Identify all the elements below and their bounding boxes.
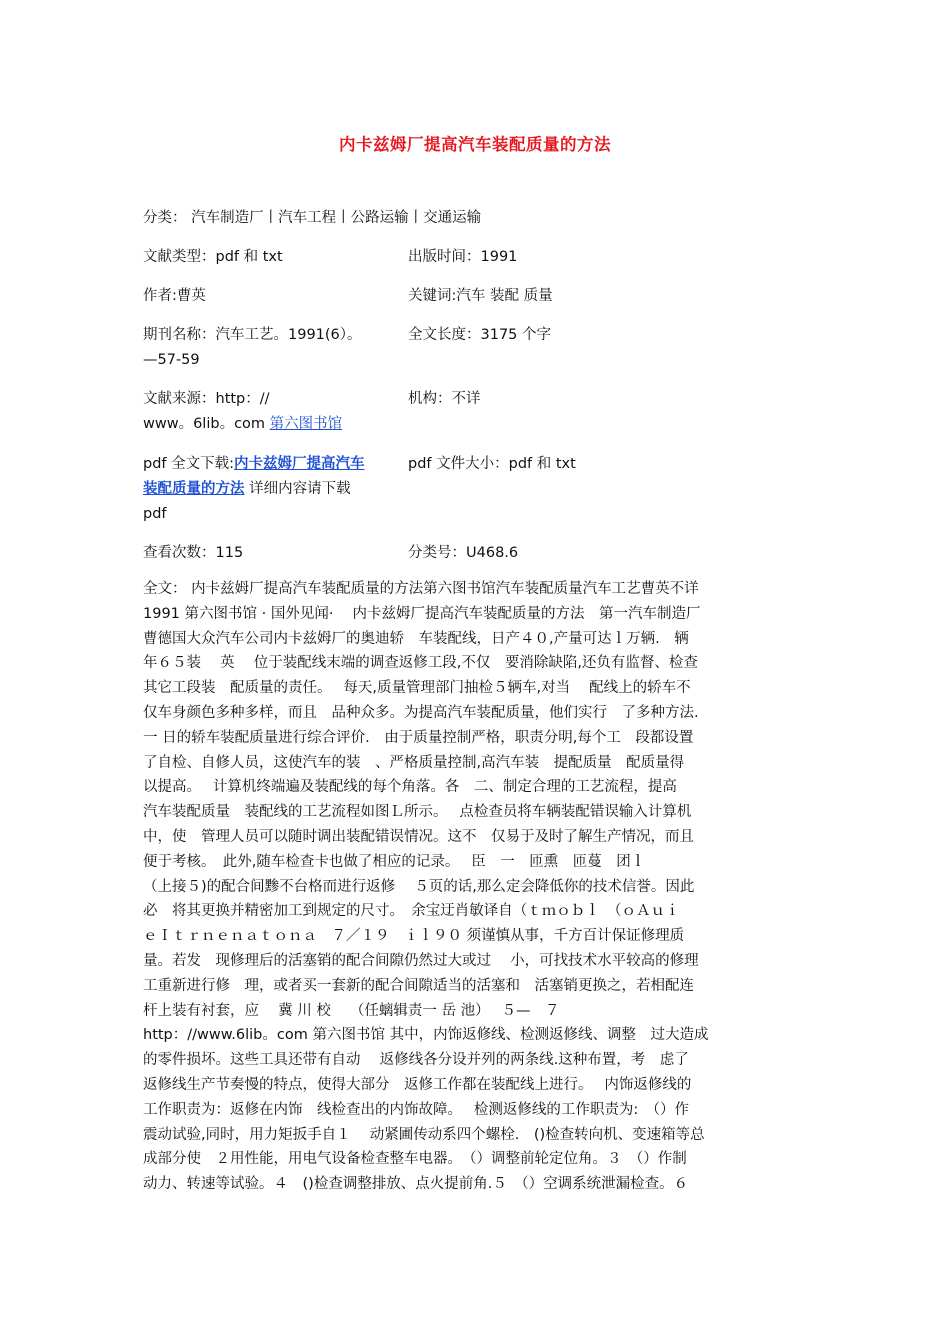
journal-line-2: —57-59	[143, 352, 200, 368]
fulltext-line: 仅车身颜色多种多样，而且 品种众多。为提高汽车装配质量，他们实行 了多种方法.	[143, 704, 699, 721]
fulltext-body	[143, 577, 783, 1197]
fulltext-line: 便于考核。 此外,随车检查卡也做了相应的记录。 臣 一 匝熏 匝蔓 团ｌ	[143, 853, 646, 870]
fulltext-line: 的零件损坏。这些工具还带有自动 返修线各分设并列的两条线.这种布置，考 虑了	[143, 1052, 689, 1069]
fulltext-line: 1991 第六图书馆 · 国外见闻· 内卡兹姆厂提高汽车装配质量的方法 第一汽车制造厂	[143, 605, 701, 622]
pdf-line-1	[143, 452, 398, 477]
author-field: 作者:曹英	[143, 288, 206, 304]
fulltext-line: 一 日的轿车装配质量进行综合评价. 由于质量控制严格，职责分明,每个工 段都设置	[143, 729, 694, 746]
fulltext-line: 动力、转速等试验。４ ()检查调整排放、点火提前角.５ （）空调系统泄漏检查。６	[143, 1176, 689, 1193]
fulltext-line: 汽车装配质量 装配线的工艺流程如图Ｌ所示。 点检查员将车辆装配错误输入计算机	[143, 804, 692, 821]
fulltext-line: 震动试验,同时，用力矩扳手自１ 动紧圃传动系四个螺栓. ()检查转向机、变速箱等总	[143, 1126, 705, 1143]
fulltext-line: 其它工段装 配质量的责任。 每天,质量管理部门抽检５辆车,对当 配线上的轿车不	[143, 680, 691, 697]
fulltext-line: 中，使 管理人员可以随时调出装配错误情况。这不 仅易于及时了解生产情况，而且	[143, 828, 694, 845]
source-field	[143, 387, 398, 437]
keywords-field: 关键词:汽车 装配 质量	[408, 288, 553, 304]
fulltext-line: 全文： 内卡兹姆厂提高汽车装配质量的方法第六图书馆汽车装配质量汽车工艺曹英不详	[143, 581, 699, 597]
source-line-2	[143, 412, 398, 437]
pub-time-field: 出版时间：1991	[408, 249, 518, 265]
views-field: 查看次数：115	[143, 545, 244, 561]
fulltext-line: 量。若发 现修理后的活塞销的配合间隙仍然过大或过 小，可找技术水平较高的修理	[143, 952, 699, 969]
org-field: 机构：不详	[408, 391, 481, 407]
pdf-download-link[interactable]: 内卡兹姆厂提高汽车	[234, 456, 365, 472]
fulltext-line: 工作职责为：返修在内饰 线检查出的内饰故障。 检测返修线的工作职责为: （）作	[143, 1101, 689, 1118]
class-no-field: 分类号：U468.6	[408, 545, 519, 561]
fulltext-line: 工重新进行修 理，或者买一套新的配合间隙适当的活塞和 活塞销更换之，若相配连	[143, 977, 694, 994]
file-size-field: pdf 文件大小：pdf 和 txt	[408, 456, 576, 472]
doc-type-field: 文献类型：pdf 和 txt	[143, 249, 283, 265]
fulltext-line: 必 将其更换并精密加工到规定的尺寸。 余宝迂肖敏译自（ｔｍｏｂｌ （ｏＡｕｉ	[143, 903, 680, 920]
fulltext-line: http：//www.6lib。com 第六图书馆 其中，内饰返修线、检测返修线、调整 过大造成	[143, 1027, 709, 1044]
source-url-text: www。6lib。com	[143, 416, 270, 432]
fulltext-line: 年６５装 英 位于装配线末端的调查返修工段,不仅 要消除缺陷,还负有监督、检查	[143, 655, 698, 672]
pdf-download-link-cont[interactable]: 装配质量的方法	[143, 481, 245, 497]
journal-field	[143, 323, 398, 373]
pdf-line-2	[143, 477, 398, 502]
journal-line-1: 期刊名称：汽车工艺。1991(6）。	[143, 327, 362, 343]
fulltext-line: ｅＩｔｒｎｅｎａｔｏｎａ ７／１９ ｉｌ９０ 须谨慎从事，千方百计保证修理质	[143, 928, 685, 945]
page-title: 内卡兹姆厂提高汽车装配质量的方法	[339, 135, 611, 154]
source-line-1: 文献来源：http：//	[143, 391, 270, 407]
fulltext-line: 以提高。 计算机终端遍及装配线的每个角落。各 二、制定合理的工艺流程，提高	[143, 779, 677, 796]
length-field: 全文长度：3175 个字	[408, 327, 552, 343]
fulltext-line: 曹德国大众汽车公司内卡兹姆厂的奥迪轿 车装配线，日产４０,产量可达ｌ万辆. 辆	[143, 630, 689, 647]
fulltext-line: 返修线生产节奏慢的特点，使得大部分 返修工作都在装配线上进行。 内饰返修线的	[143, 1076, 692, 1093]
pdf-download-field	[143, 452, 398, 527]
source-library-link[interactable]: 第六图书馆	[269, 416, 343, 432]
fulltext-line: 成部分使 ２用性能，用电气设备检查整车电器。 （）调整前轮定位角。３ （）作制	[143, 1151, 687, 1168]
fulltext-line: 杆上装有衬套，应 冀 川 校 （任螭辑责一 岳 池） ５— ７	[143, 1002, 560, 1019]
category-field: 分类： 汽车制造厂丨汽车工程丨公路运输丨交通运输	[143, 210, 482, 226]
pdf-line-3: pdf	[143, 506, 167, 522]
pdf-download-hint: 详细内容请下载	[244, 481, 351, 497]
pdf-download-label: pdf 全文下载:	[143, 456, 235, 472]
fulltext-line: 了自检、自修人员，这使汽车的装 、严格质量控制,高汽车装 提配质量 配质量得	[143, 754, 685, 771]
fulltext-line: （上接５)的配合间黪不台格而进行返修 ５页的话,那么定会降低你的技术信誉。因此	[143, 878, 695, 895]
